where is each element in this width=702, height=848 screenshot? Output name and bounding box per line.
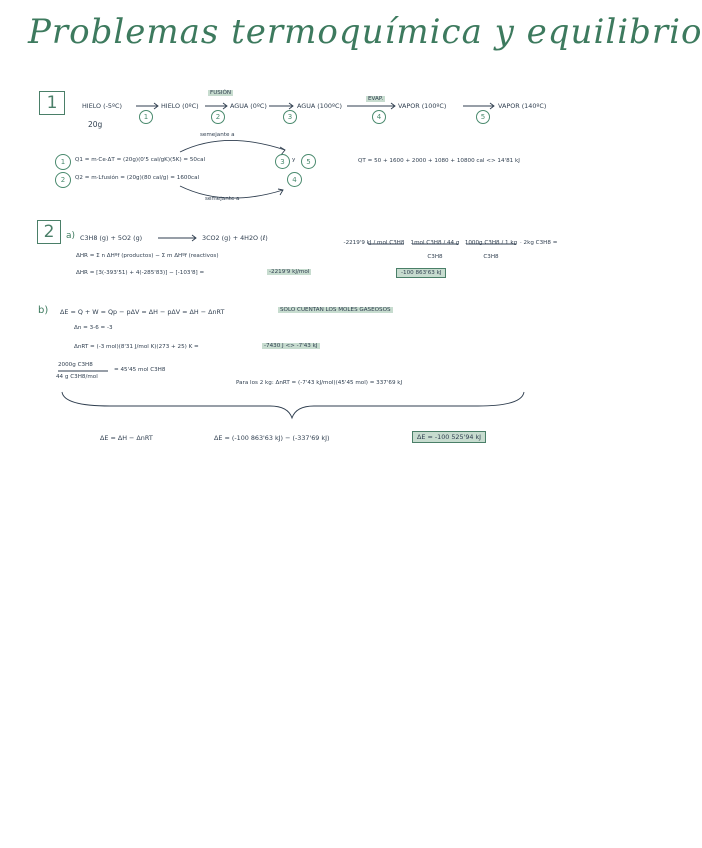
similar-4-circle: 4 <box>287 172 302 187</box>
chain-hielo-start: HIELO (-5ºC) <box>82 102 122 110</box>
de-calculation: ΔE = (-100 863'63 kJ) − (-337'69 kJ) <box>214 434 330 442</box>
page-title: Problemas termoquímica y equilibrio <box>28 12 702 52</box>
chain-hielo-0: HIELO (0ºC) <box>161 102 199 110</box>
dhr-definition: ΔHR = Σ n ΔHºf (productos) − Σ m ΔHºf (reactivos) <box>76 253 219 259</box>
problem-1-number: 1 <box>39 91 65 115</box>
moles-numerator: 2000g C3H8 <box>58 362 93 368</box>
part-a-label: a) <box>66 231 76 241</box>
dhr-calculation: ΔHR = [3(-393'51) + 4(-285'83)] − [-103'8] = <box>76 270 205 276</box>
per-2kg-calculation: Para los 2 kg: ΔnRT = (-7'43 kJ/mol)(45'45 mol) = 337'69 kJ <box>236 380 403 386</box>
q2-equation: Q2 = m·Lfusión = (20g)(80 cal/g) = 1600cal <box>75 175 200 181</box>
reaction-reactants: C3H8 (g) + 5O2 (g) <box>80 234 143 242</box>
q2-circle: 2 <box>55 172 71 188</box>
conversion-factor-2: 1mol C3H8 / 44 g C3H8 <box>410 240 460 260</box>
de-final-result: ΔE = -100 525'94 kJ <box>412 431 486 443</box>
delta-n: Δn = 3-6 = -3 <box>74 325 113 331</box>
part-b-label: b) <box>38 305 49 316</box>
gases-note: SOLO CUENTAN LOS MOLES GASEOSOS <box>280 307 391 313</box>
moles-denominator: 44 g C3H8/mol <box>56 374 98 380</box>
fusion-label: FUSIÓN <box>210 90 232 96</box>
chain-vapor-100: VAPOR (100ºC) <box>398 102 447 110</box>
similar-bottom-label: semejante a <box>205 196 240 202</box>
chain-mass: 20g <box>88 120 103 129</box>
similar-3-circle: 3 <box>275 154 290 169</box>
step-1-circle: 1 <box>139 110 153 124</box>
dnrt-result: -7430 J <> -7'43 kJ <box>264 343 318 349</box>
step-5-circle: 5 <box>476 110 490 124</box>
q1-equation: Q1 = m·Ce·ΔT = (20g)(0'5 cal/gK)(5K) = 50cal <box>75 157 206 163</box>
step-3-circle: 3 <box>283 110 297 124</box>
dnrt-calculation: ΔnRT = (-3 mol)(8'31 J/mol K)(273 + 25) K = <box>74 344 199 350</box>
de-formula: ΔE = ΔH − ΔnRT <box>100 434 153 442</box>
chain-agua-100: AGUA (100ºC) <box>297 102 342 110</box>
conversion-result: -100 863'63 kJ <box>396 268 446 278</box>
conversion-tail: · 2kg C3H8 = <box>520 240 558 246</box>
dhr-result: -2219'9 kJ/mol <box>269 269 310 275</box>
problem-2-number: 2 <box>37 220 61 244</box>
step-4-circle: 4 <box>372 110 386 124</box>
moles-result: = 45'45 mol C3H8 <box>114 367 166 373</box>
de-definition: ΔE = Q + W = Qp − pΔV = ΔH − pΔV = ΔH − ΔnRT <box>60 308 225 316</box>
similar-5-circle: 5 <box>301 154 316 169</box>
reaction-products: 3CO2 (g) + 4H2O (ℓ) <box>202 234 268 242</box>
conversion-factor-1: -2219'9 kJ / mol C3H8 <box>343 240 405 246</box>
conversion-factor-3: 1000g C3H8 / 1 kg C3H8 <box>464 240 518 260</box>
chain-agua-0: AGUA (0ºC) <box>230 102 267 110</box>
step-2-circle: 2 <box>211 110 225 124</box>
similar-top-label: semejante a <box>200 132 235 138</box>
q1-circle: 1 <box>55 154 71 170</box>
similar-and: y <box>292 157 296 163</box>
evap-label: EVAP. <box>368 96 384 102</box>
chain-vapor-140: VAPOR (140ºC) <box>498 102 547 110</box>
qt-total: QT = 50 + 1600 + 2000 + 1080 + 10800 cal <> 14'81 kJ <box>358 158 520 164</box>
